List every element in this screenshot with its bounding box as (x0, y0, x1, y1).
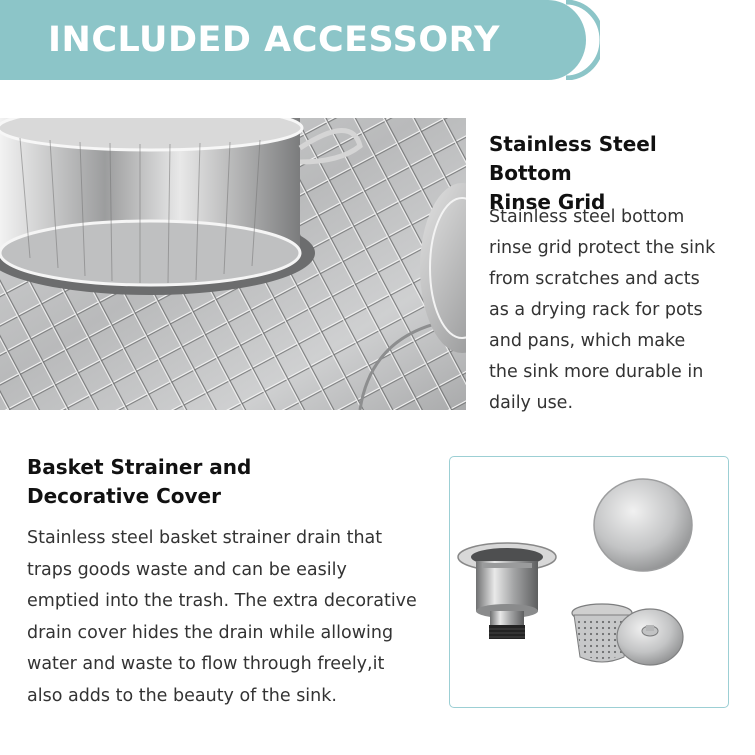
basket-strainer-description (27, 523, 432, 712)
heading-line: Rinse Grid (489, 190, 606, 214)
basket-strainer-heading (27, 453, 427, 511)
body-line: water and waste to flow through freely,it (27, 654, 385, 674)
rinse-grid-photo (0, 118, 466, 410)
body-line: Stainless steel basket strainer drain that (27, 528, 383, 548)
rinse-grid-description (489, 202, 744, 419)
page-title: INCLUDED ACCESSORY (48, 20, 501, 60)
body-line: also adds to the beauty of the sink. (27, 685, 337, 706)
body-line: as a drying rack for pots (489, 300, 703, 320)
drain-body-image (458, 543, 556, 639)
body-line: Stainless steel bottom (489, 207, 685, 227)
body-line: daily use. (489, 393, 574, 413)
basket-strainer-image (572, 604, 683, 665)
decorative-cover-image (594, 479, 692, 571)
body-line: traps goods waste and can be easily (27, 559, 347, 580)
body-line: from scratches and acts (489, 269, 700, 289)
body-line: the sink more durable in (489, 362, 704, 382)
body-line: emptied into the trash. The extra decorative (27, 591, 417, 611)
strainer-photo-card (449, 456, 729, 708)
body-line: rinse grid protect the sink (489, 238, 716, 258)
heading-line: Stainless Steel Bottom (489, 132, 657, 185)
header-banner (0, 0, 600, 80)
body-line: and pans, which make (489, 331, 686, 351)
heading-line: Decorative Cover (27, 484, 221, 508)
body-line: drain cover hides the drain while allowing (27, 622, 394, 643)
heading-line: Basket Strainer and (27, 455, 252, 479)
